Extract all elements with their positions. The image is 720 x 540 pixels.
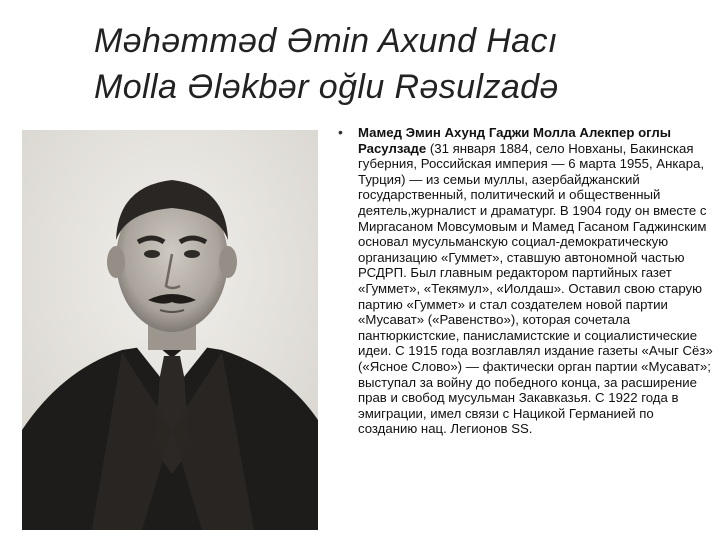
bio-name: Мамед Эмин Ахунд Гаджи Молла Алекпер оглы Расулзаде bbox=[358, 125, 671, 156]
title-line-1: Məhəmməd Əmin Axund Hacı bbox=[94, 22, 558, 60]
bio-text: (31 января 1884, село Новханы, Бакинская губерния, Российская империя — 6 марта 1955, Анкара, Турция) — из семьи муллы, азербайджанский государственный, политический и общественный деятель,журналист и драматург. В 1904 году он вместе с Миргасаном Мовсумовым и Мамед Гасаном Гаджинским основал мусульманскую социал-демократическую организацию «Гуммет», ставшую автономной частью РСДРП. Был главным редактором партийных газет «Гуммет», «Текямул», «Иолдаш». Оставил свою старую партию «Гуммет» и стал создателем новой партии «Мусават» («Равенство»), которая сочетала пантюркистские, панисламистские и социалистические идеи. С 1915 года возглавлял издание газеты «Ачыг Сёз» («Ясное Слово») — фактически орган партии «Мусават»; выступал за войну до победного конца, за расширение прав и свобод мусульман Закавказья. С 1922 года в эмиграции, имел связи с Нацикой Германией по созданию нац. Легионов SS. bbox=[358, 140, 713, 437]
slide-title bbox=[94, 18, 704, 110]
title-line-2: Molla Ələkbər oğlu Rəsulzadə bbox=[94, 68, 559, 106]
bullet-marker: • bbox=[338, 124, 343, 140]
portrait-illustration bbox=[22, 130, 318, 530]
portrait-photo bbox=[22, 130, 318, 530]
bio-paragraph bbox=[358, 125, 714, 437]
